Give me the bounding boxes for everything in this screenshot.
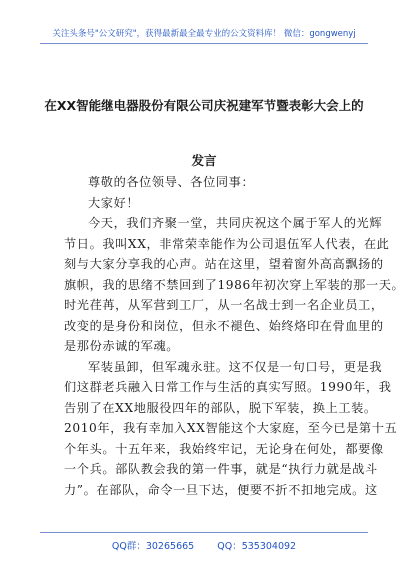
- paragraph-line: 们这群老兵融入日常工作与生活的真实写照。1990年，我: [64, 380, 392, 394]
- footer: [0, 538, 408, 552]
- paragraph-line: 改变的是身份和岗位，但永不褪色、始终烙印在骨血里的: [64, 318, 384, 333]
- document-body: [64, 172, 405, 500]
- salutation: 尊敬的各位领导、各位同事：: [88, 175, 255, 189]
- paragraph-line: 时光荏苒，从军营到工厂，从一名战士到一名企业员工，: [64, 298, 384, 312]
- paragraph-line: 刻与大家分享我的心声。站在这里，望着窗外高高飘扬的: [64, 257, 384, 271]
- paragraph-line: 一个兵。部队教会我的第一件事，就是“执行力就是战斗: [64, 462, 378, 476]
- document-title-continued: 发言: [191, 153, 217, 168]
- paragraph-line: 力”。在部队，命令一旦下达，便要不折不扣地完成。这: [64, 482, 378, 497]
- paragraph-line: 个年头。十五年来，我始终牢记，无论身在何处，都要像: [64, 441, 384, 456]
- footer-qq: QQ：535304092: [217, 541, 297, 552]
- paragraph-line: 今天，我们齐聚一堂，共同庆祝这个属于军人的光辉: [88, 216, 383, 230]
- paragraph-line: 2010年，我有幸加入XX智能这个大家庭，至今已是第十五: [64, 421, 398, 435]
- greeting: 大家好！: [88, 195, 140, 210]
- footer-qq-group: QQ群：30265665: [111, 541, 195, 552]
- paragraph-line: 军装虽卸，但军魂永驻。这不仅是一句口号，更是我: [88, 359, 383, 374]
- paragraph-line: 旗帜，我的思绪不禁回到了1986年初次穿上军装的那一天。: [64, 277, 405, 292]
- footer-divider: [40, 532, 368, 533]
- paragraph-line: 告别了在XX地服役四年的部队，脱下军装，换上工装。: [64, 400, 377, 415]
- header-divider: [40, 43, 368, 44]
- paragraph-line: 是那份赤诚的军魂。: [64, 339, 180, 353]
- paragraph-line: 节日。我叫XX，非常荣幸能作为公司退伍军人代表，在此: [64, 236, 390, 251]
- header-banner: 关注头条号"公文研究"，获得最新最全最专业的公文资料库！ 微信：gongwenyj: [52, 29, 356, 39]
- document-title: 在XX智能继电器股份有限公司庆祝建军节暨表彰大会上的: [44, 98, 364, 113]
